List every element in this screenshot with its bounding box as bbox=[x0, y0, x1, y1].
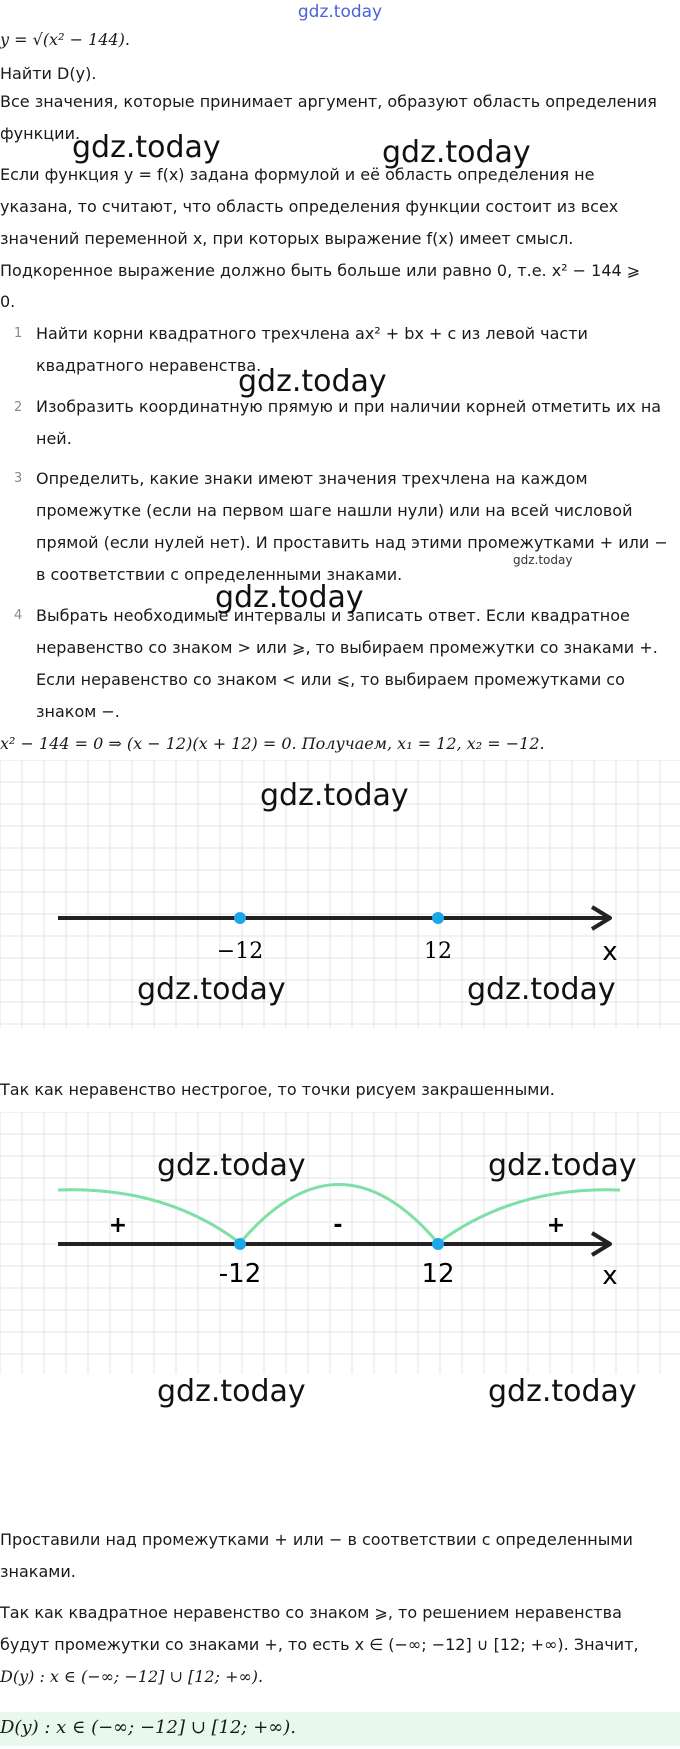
watermark: gdz.today bbox=[488, 1148, 637, 1183]
rule-line-3: значений переменной x, при которых выражение f(x) имеет смысл. bbox=[0, 229, 574, 248]
sign-minus-middle: - bbox=[333, 1213, 343, 1238]
watermark: gdz.today bbox=[157, 1374, 306, 1409]
watermark: gdz.today bbox=[72, 130, 221, 165]
step-2-line-2: ней. bbox=[36, 429, 72, 448]
final-answer: D(y) : x ∈ (−∞; −12] ∪ [12; +∞). bbox=[0, 1717, 297, 1738]
condition-line-2: 0. bbox=[0, 292, 16, 311]
axis-label-x: x bbox=[602, 1261, 618, 1291]
watermark: gdz.today bbox=[513, 553, 573, 567]
site-header[interactable]: gdz.today bbox=[297, 2, 383, 22]
definition-line-1: Все значения, которые принимает аргумент, образуют область определения bbox=[0, 92, 657, 111]
watermark: gdz.today bbox=[467, 972, 616, 1007]
rule-line-1: Если функция y = f(x) задана формулой и её область определения не bbox=[0, 165, 595, 184]
sign-plus-right: + bbox=[546, 1213, 566, 1238]
number-line-panel-1 bbox=[0, 760, 680, 1028]
watermark: gdz.today bbox=[137, 972, 286, 1007]
closed-points-note: Так как неравенство нестрогое, то точки рисуем закрашенными. bbox=[0, 1080, 555, 1099]
conclusion-line-3: Так как квадратное неравенство со знаком ⩾, то решением неравенства bbox=[0, 1603, 622, 1622]
point-12 bbox=[432, 1238, 444, 1250]
step-1-line-1: Найти корни квадратного трехчлена ax² + bx + c из левой части bbox=[36, 324, 588, 343]
step-3-line-2: промежутке (если на первом шаге нашли нули) или на всей числовой bbox=[36, 501, 633, 520]
step-1-line-2: квадратного неравенства. bbox=[36, 356, 262, 375]
conclusion-line-2: знаками. bbox=[0, 1562, 76, 1581]
step-4-line-4: знаком −. bbox=[36, 702, 120, 721]
tick-label-12: 12 bbox=[424, 939, 452, 964]
conclusion-line-4: будут промежутки со знаками +, то есть x ∈ (−∞; −12] ∪ [12; +∞). Значит, bbox=[0, 1635, 639, 1654]
conclusion-line-5: D(y) : x ∈ (−∞; −12] ∪ [12; +∞). bbox=[0, 1667, 264, 1686]
point-12 bbox=[432, 912, 444, 924]
axis-label-x: x bbox=[602, 937, 618, 967]
tick-label-minus-12: -12 bbox=[218, 1259, 262, 1289]
tick-label-minus-12: −12 bbox=[216, 939, 264, 964]
number-line-panel-2-final bbox=[0, 1112, 680, 1374]
roots-line: x² − 144 = 0 ⇒ (x − 12)(x + 12) = 0. Получаем, x₁ = 12, x₂ = −12. bbox=[0, 734, 545, 753]
sign-curve-left bbox=[58, 1190, 240, 1243]
step-4-line-2: неравенство со знаком > или ⩾, то выбираем промежутки со знаками +. bbox=[36, 638, 658, 657]
watermark: gdz.today bbox=[382, 135, 531, 170]
watermark: gdz.today bbox=[157, 1148, 306, 1183]
step-number: 2 bbox=[14, 400, 23, 415]
step-2-line-1: Изобразить координатную прямую и при наличии корней отметить их на bbox=[36, 397, 662, 416]
rule-line-2: указана, то считают, что область определения функции состоит из всех bbox=[0, 197, 619, 216]
step-3-line-4: в соответствии с определенными знаками. bbox=[36, 565, 403, 584]
step-number: 1 bbox=[14, 326, 23, 341]
step-number: 4 bbox=[14, 608, 23, 623]
step-4-line-1: Выбрать необходимые интервалы и записать ответ. Если квадратное bbox=[36, 606, 630, 625]
watermark: gdz.today bbox=[260, 778, 409, 813]
sign-plus-left: + bbox=[108, 1213, 128, 1238]
step-3-line-1: Определить, какие знаки имеют значения трехчлена на каждом bbox=[36, 469, 588, 488]
step-4-line-3: Если неравенство со знаком < или ⩽, то выбираем промежутками со bbox=[36, 670, 625, 689]
watermark: gdz.today bbox=[238, 364, 387, 399]
task-text: Найти D(y). bbox=[0, 64, 97, 83]
tick-label-12: 12 bbox=[421, 1259, 455, 1289]
definition-line-2: функции. bbox=[0, 124, 81, 143]
condition-line-1: Подкоренное выражение должно быть больше или равно 0, т.е. x² − 144 ⩾ bbox=[0, 261, 641, 280]
step-3-line-3: прямой (если нулей нет). И проставить над этими промежутками + или − bbox=[36, 533, 668, 552]
function-formula: y = √(x² − 144). bbox=[0, 30, 130, 49]
point-minus-12 bbox=[234, 912, 246, 924]
watermark: gdz.today bbox=[488, 1374, 637, 1409]
watermark: gdz.today bbox=[215, 580, 364, 615]
conclusion-line-1: Проставили над промежутками + или − в соответствии с определенными bbox=[0, 1530, 633, 1549]
point-minus-12 bbox=[234, 1238, 246, 1250]
step-number: 3 bbox=[14, 471, 23, 486]
